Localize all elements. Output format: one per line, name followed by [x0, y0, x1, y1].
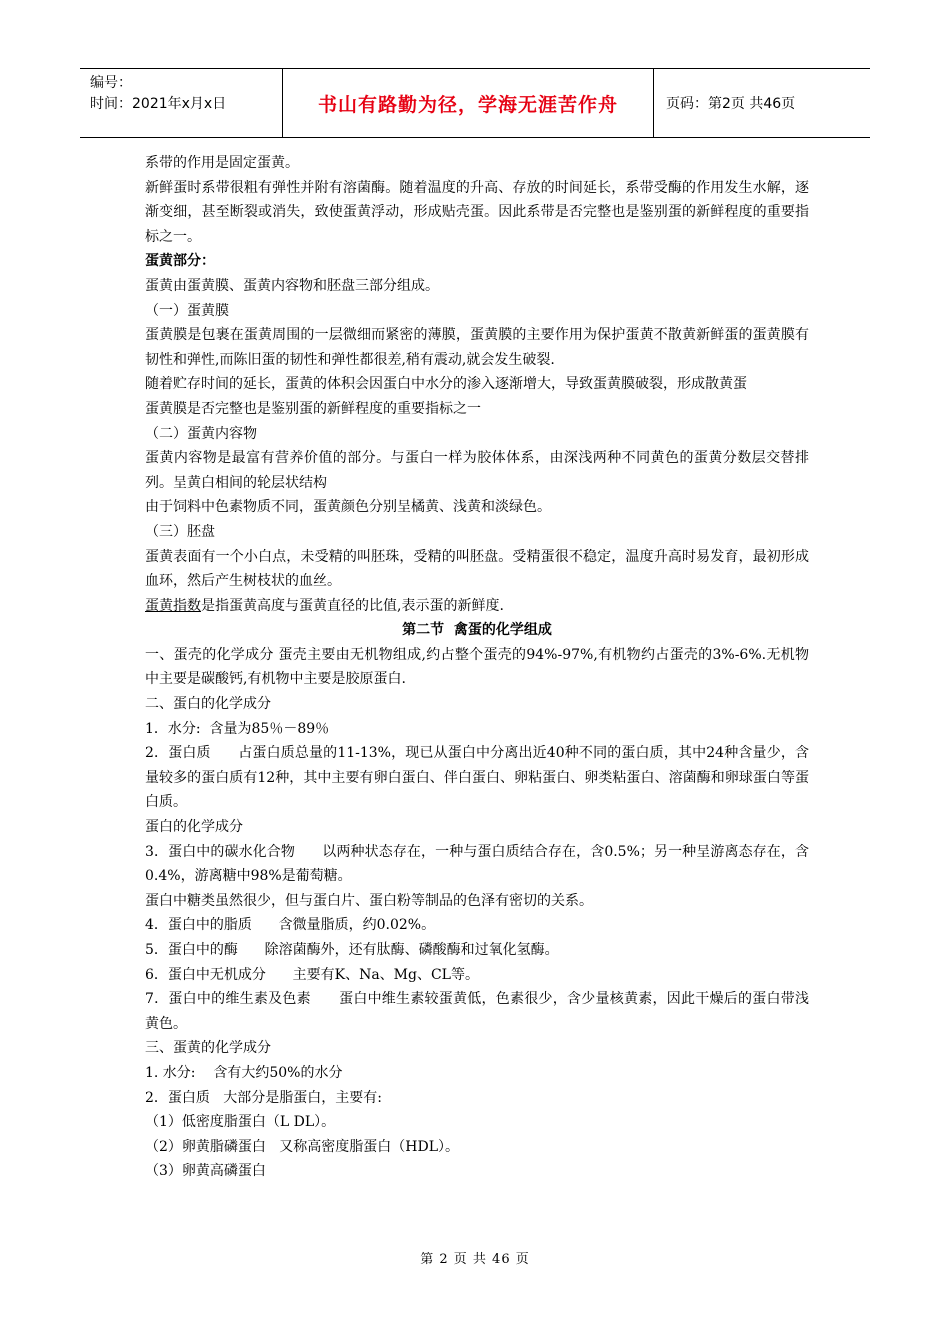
header-motto-cell — [282, 69, 654, 137]
paragraph: 蛋白的化学成分 — [145, 819, 243, 836]
paragraph-text: 是指蛋黄高度与蛋黄直径的比值,表示蛋的新鲜度. — [201, 597, 504, 614]
paragraph: 蛋白中糖类虽然很少，但与蛋白片、蛋白粉等制品的色泽有密切的关系。 — [145, 892, 593, 909]
list-item: 7．蛋白中的维生素及色素 蛋白中维生素较蛋黄低，色素很少，含少量核黄素，因此干燥后的蛋白带浅黄色。 — [145, 991, 809, 1032]
section-title: 第二节 禽蛋的化学组成 — [402, 622, 552, 639]
subsection-heading: 蛋黄部分： — [145, 253, 215, 270]
list-heading: （二）蛋黄内容物 — [145, 425, 257, 442]
page-header — [80, 68, 870, 138]
list-item: （1）低密度脂蛋白（L DL）。 — [145, 1114, 336, 1131]
list-item: 3．蛋白中的碳水化合物 以两种状态存在，一种与蛋白质结合存在，含0.5%；另一种呈游离态存在，含0.4%，游离糖中98%是葡萄糖。 — [145, 843, 809, 885]
paragraph: 蛋黄表面有一个小白点，未受精的叫胚珠，受精的叫胚盘。受精蛋很不稳定，温度升高时易发育，最初形成血环，然后产生树枝状的血丝。 — [145, 548, 809, 590]
paragraph: 蛋黄膜是否完整也是鉴别蛋的新鲜程度的重要指标之一 — [145, 400, 481, 417]
underlined-term: 蛋黄指数 — [145, 597, 201, 614]
header-motto: 书山有路勤为径，学海无涯苦作舟 — [317, 93, 618, 116]
paragraph: 新鲜蛋时系带很粗有弹性并附有溶菌酶。随着温度的升高、存放的时间延长，系带受酶的作用发生水解，逐渐变细，甚至断裂或消失，致使蛋黄浮动，形成贴壳蛋。因此系带是否完整也是鉴别蛋的新鲜程度的重要指标之一。 — [145, 179, 809, 245]
list-item: 2．蛋白质 占蛋白质总量的11-13%，现已从蛋白中分离出近40种不同的蛋白质，其中24种含量少，含量较多的蛋白质有12种，其中主要有卵白蛋白、伴白蛋白、卵粘蛋白、卵类粘蛋白、溶菌酶和卵球蛋白等蛋白质。 — [145, 745, 809, 811]
document-date: 时间：2021年x月x日 — [90, 96, 227, 112]
paragraph — [145, 594, 809, 619]
paragraph: 随着贮存时间的延长，蛋黄的体积会因蛋白中水分的渗入逐渐增大，导致蛋黄膜破裂，形成散黄蛋 — [145, 376, 747, 393]
header-meta — [80, 69, 282, 137]
paragraph: 由于饲料中色素物质不同，蛋黄颜色分别呈橘黄、浅黄和淡绿色。 — [145, 499, 551, 516]
list-item: （3）卵黄高磷蛋白 — [145, 1163, 266, 1180]
list-heading: 二、蛋白的化学成分 — [145, 696, 271, 713]
list-item: （2）卵黄脂磷蛋白 又称高密度脂蛋白（HDL）。 — [145, 1138, 459, 1155]
list-item: 4．蛋白中的脂质 含微量脂质，约0.02%。 — [145, 917, 436, 934]
list-item: 6．蛋白中无机成分 主要有K、Na、Mg、CL等。 — [145, 966, 479, 983]
paragraph: 蛋黄由蛋黄膜、蛋黄内容物和胚盘三部分组成。 — [145, 277, 439, 294]
list-heading: （三）胚盘 — [145, 523, 215, 540]
page-footer: 第 2 页 共 46 页 — [420, 1252, 530, 1267]
paragraph: 蛋黄膜是包裹在蛋黄周围的一层微细而紧密的薄膜，蛋黄膜的主要作用为保护蛋黄不散黄新鲜蛋的蛋黄膜有韧性和弹性,而陈旧蛋的韧性和弹性都很差,稍有震动,就会发生破裂. — [145, 327, 809, 368]
list-heading: 三、蛋黄的化学成分 — [145, 1040, 271, 1057]
document-number-label: 编号： — [90, 75, 132, 91]
list-heading: （一）蛋黄膜 — [145, 302, 229, 319]
list-item: 5．蛋白中的酶 除溶菌酶外，还有肽酶、磷酸酶和过氧化氢酶。 — [145, 942, 559, 958]
header-page-info: 页码：第2页 共46页 — [666, 96, 796, 112]
header-page-info-cell — [654, 69, 870, 137]
list-item: 1．水分: 含量为85％－89％ — [145, 720, 330, 737]
paragraph: 蛋黄内容物是最富有营养价值的部分。与蛋白一样为胶体体系，由深浅两种不同黄色的蛋黄分数层交替排列。呈黄白相间的轮层状结构 — [145, 450, 809, 491]
paragraph: 系带的作用是固定蛋黄。 — [145, 155, 299, 171]
list-item: 2．蛋白质 大部分是脂蛋白，主要有: — [145, 1089, 382, 1106]
list-item: 1. 水分: 含有大约50%的水分 — [145, 1064, 343, 1081]
document-body — [145, 151, 809, 1184]
paragraph: 一、蛋壳的化学成分 蛋壳主要由无机物组成,约占整个蛋壳的94%-97%,有机物约占蛋壳的3%-6%.无机物中主要是碳酸钙,有机物中主要是胶原蛋白. — [145, 646, 809, 688]
